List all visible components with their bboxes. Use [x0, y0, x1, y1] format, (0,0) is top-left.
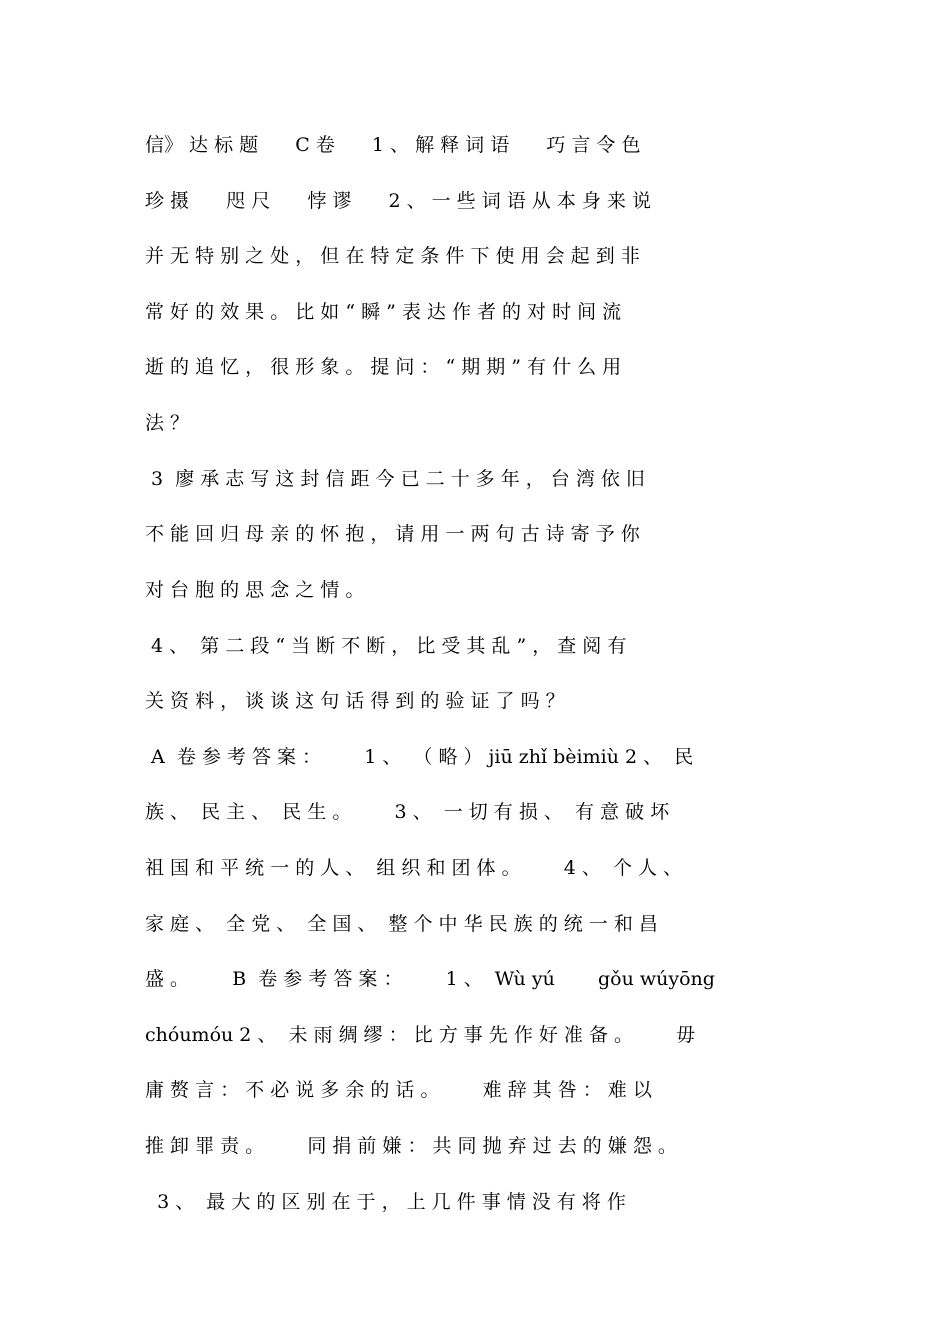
- text-line: 不 能 回 归 母 亲 的 怀 抱 ， 请 用 一 两 句 古 诗 寄 予 你: [145, 523, 640, 545]
- text-line: 信》 达 标 题 C 卷 1 、 解 释 词 语 巧 言 令 色: [145, 134, 641, 156]
- text-line: chóumóu 2 、 未 雨 绸 缪 ： 比 方 事 先 作 好 准 备 。 毋: [145, 1024, 696, 1046]
- text-line: 族 、 民 主 、 民 生 。 3 、 一 切 有 损 、 有 意 破 坏: [145, 801, 670, 823]
- text-line: 法 ？: [145, 412, 190, 434]
- text-line: 祖 国 和 平 统 一 的 人 、 组 织 和 团 体 。 4 、 个 人 、: [145, 857, 683, 879]
- text-line: 庸 赘 言 ： 不 必 说 多 余 的 话 。 难 辞 其 咎 ： 难 以: [145, 1079, 652, 1101]
- text-line: 盛 。 B 卷 参 考 答 案 ： 1 、 Wù yú gǒu wúyōng: [145, 968, 715, 990]
- text-line: 珍 摄 咫 尺 悖 谬 2 、 一 些 词 语 从 本 身 来 说: [145, 190, 651, 212]
- text-line: 并 无 特 别 之 处 ， 但 在 特 定 条 件 下 使 用 会 起 到 非: [145, 245, 640, 267]
- text-line: 关 资 料 ， 谈 谈 这 句 话 得 到 的 验 证 了 吗 ？: [145, 690, 565, 712]
- text-line: 推 卸 罪 责 。 同 捐 前 嫌 ： 共 同 抛 弃 过 去 的 嫌 怨 。: [145, 1135, 677, 1157]
- text-line: 常 好 的 效 果 。 比 如 “ 瞬 ” 表 达 作 者 的 对 时 间 流: [145, 301, 622, 323]
- text-line: 对 台 胞 的 思 念 之 情 。: [145, 579, 365, 601]
- text-line: A 卷 参 考 答 案 ： 1 、 （ 略 ） jiū zhǐ bèimiù 2 、 民: [145, 746, 694, 768]
- text-line: 逝 的 追 忆 ， 很 形 象 。 提 问 ： “ 期 期 ” 有 什 么 用: [145, 356, 622, 378]
- text-line: 3 、 最 大 的 区 别 在 于 ， 上 几 件 事 情 没 有 将 作: [145, 1191, 626, 1213]
- text-line: 3 廖 承 志 写 这 封 信 距 今 已 二 十 多 年 ， 台 湾 依 旧: [145, 468, 645, 490]
- text-line: 家 庭 、 全 党 、 全 国 、 整 个 中 华 民 族 的 统 一 和 昌: [145, 913, 658, 935]
- text-line: 4 、 第 二 段 “ 当 断 不 断 ， 比 受 其 乱 ” ， 查 阅 有: [145, 635, 627, 657]
